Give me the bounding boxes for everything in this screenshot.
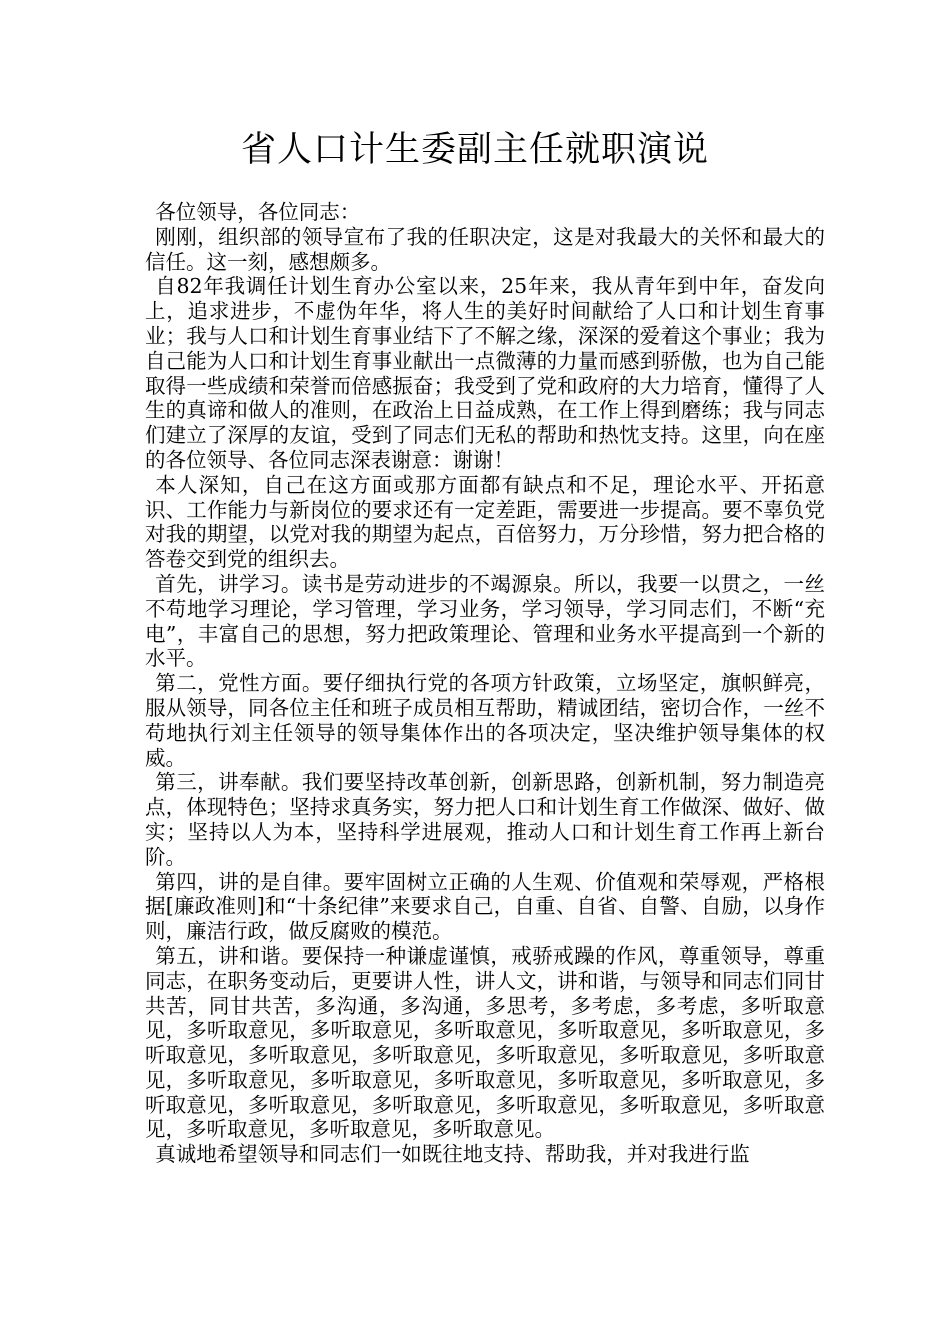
document-body [145,200,825,1167]
paragraph: 真诚地希望领导和同志们一如既往地支持、帮助我，并对我进行监 [155,1142,750,1167]
paragraph: 刚刚，组织部的领导宣布了我的任职决定，这是对我最大的关怀和最大的信任。这一刻，感想颇多。 [145,224,825,274]
paragraph: 第四，讲的是自律。要牢固树立正确的人生观、价值观和荣辱观，严格根据[廉政准则]和“十条纪律”来要求自己，自重、自省、自警、自励，以身作则，廉洁行政，做反腐败的模范。 [145,869,825,944]
paragraph: 首先，讲学习。读书是劳动进步的不竭源泉。所以，我要一以贯之，一丝不苟地学习理论，学习管理，学习业务，学习领导，学习同志们，不断“充电”，丰富自己的思想，努力把政策理论、管理和业务水平提高到一个新的水平。 [145,571,825,671]
paragraph-salutation: 各位领导，各位同志： [155,200,361,224]
paragraph: 本人深知，自己在这方面或那方面都有缺点和不足，理论水平、开拓意识、工作能力与新岗位的要求还有一定差距，需要进一步提高。要不辜负党对我的期望，以党对我的期望为起点，百倍努力，万分珍惜，努力把合格的答卷交到党的组织去。 [145,472,825,572]
paragraph: 第三，讲奉献。我们要坚持改革创新，创新思路，创新机制，努力制造亮点，体现特色；坚持求真务实，努力把人口和计划生育工作做深、做好、做实；坚持以人为本，坚持科学进展观，推动人口和计划生育工作再上新台阶。 [145,770,825,869]
document-title: 省人口计生委副主任就职演说 [240,130,709,170]
paragraph: 第二，党性方面。要仔细执行党的各项方针政策，立场坚定，旗帜鲜亮，服从领导，同各位主任和班子成员相互帮助，精诚团结，密切合作，一丝不苟地执行刘主任领导的领导集体作出的各项决定，坚决维护领导集体的权威。 [145,671,825,770]
paragraph: 第五，讲和谐。要保持一种谦虚谨慎，戒骄戒躁的作风，尊重领导，尊重同志，在职务变动后，更要讲人性，讲人文，讲和谐，与领导和同志们同甘共苦，同甘共苦，多沟通，多沟通，多思考，多考虑，多考虑，多听取意见，多听取意见，多听取意见，多听取意见，多听取意见，多听取意见，多听取意见，多听取意见，多听取意见，多听取意见，多听取意见，多听取意见，多听取意见，多听取意见，多听取意见，多听取意见，多听取意见，多听取意见，多听取意见，多听取意见，多听取意见，多听取意见，多听取意见，多听取意见，多听取意见，多听取意见。 [145,943,825,1142]
paragraph: 自82年我调任计划生育办公室以来，25年来，我从青年到中年，奋发向上，追求进步，不虚伪年华，将人生的美好时间献给了人口和计划生育事业；我与人口和计划生育事业结下了不解之缘，深深的爱着这个事业；我为自己能为人口和计划生育事业献出一点微薄的力量而感到骄傲，也为自己能取得一些成绩和荣誉而倍感振奋；我受到了党和政府的大力培育，懂得了人生的真谛和做人的准则，在政治上日益成熟，在工作上得到磨练；我与同志们建立了深厚的友谊，受到了同志们无私的帮助和热忱支持。这里，向在座的各位领导、各位同志深表谢意：谢谢！ [145,274,825,472]
